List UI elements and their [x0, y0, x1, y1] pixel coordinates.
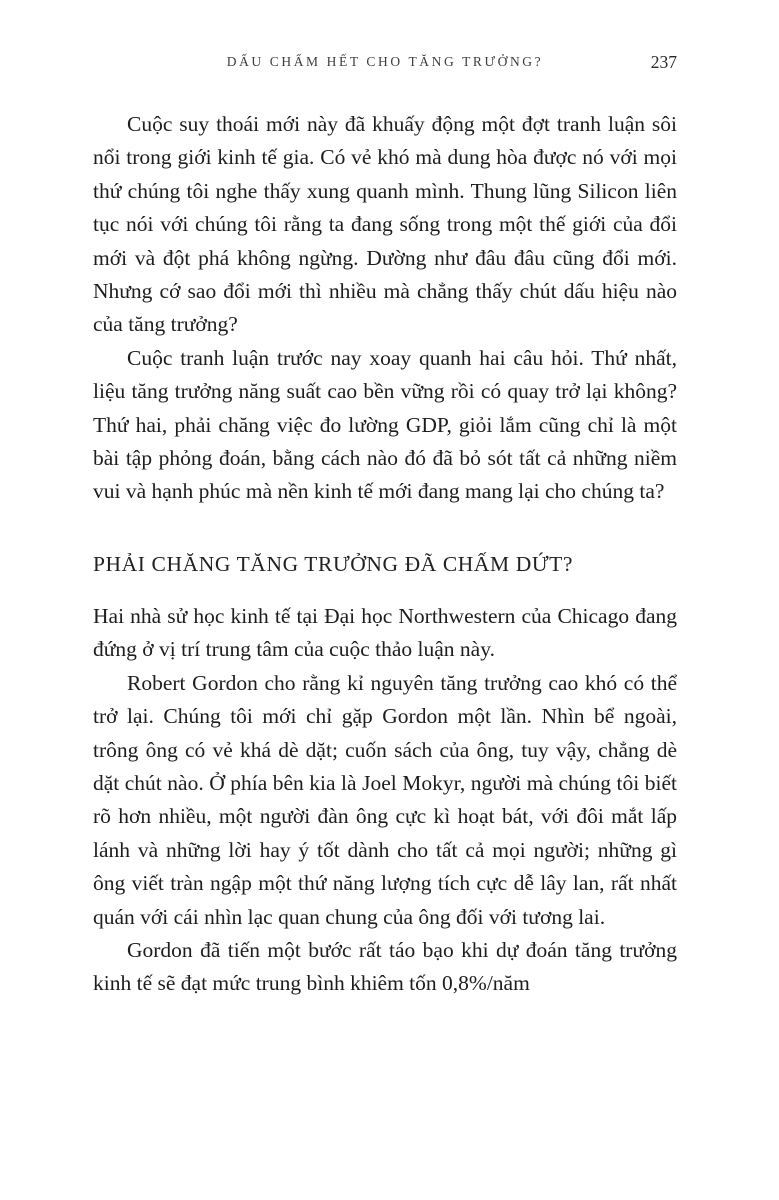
body-paragraph: Robert Gordon cho rằng kỉ nguyên tăng trưởng cao khó có thể trở lại. Chúng tôi mới chỉ gặp Gordon một lần. Nhìn bể ngoài, trông ông có vẻ khá dè dặt; cuốn sách của ông, tuy vậy, chẳng dè dặt chút nào. Ở phía bên kia là Joel Mokyr, người mà chúng tôi biết rõ hơn nhiều, một người đàn ông cực kì hoạt bát, với đôi mắt lấp lánh và những lời hay ý tốt dành cho tất cả mọi người; những gì ông viết tràn ngập một thứ năng lượng tích cực dễ lây lan, rất nhất quán với cái nhìn lạc quan chung của ông đối với tương lai. — [93, 670, 677, 929]
body-paragraph: Hai nhà sử học kinh tế tại Đại học Northwestern của Chicago đang đứng ở vị trí trung tâm của cuộc thảo luận này. — [93, 603, 677, 662]
running-header — [93, 52, 677, 76]
page-number: 237 — [650, 52, 677, 72]
running-title: DẤU CHẤM HẾT CHO TĂNG TRƯỞNG? — [226, 54, 544, 69]
body-paragraph: Gordon đã tiến một bước rất táo bạo khi dự đoán tăng trưởng kinh tế sẽ đạt mức trung bình khiêm tốn 0,8%/năm — [93, 937, 677, 996]
section-heading: PHẢI CHĂNG TĂNG TRƯỞNG ĐÃ CHẤM DỨT? — [93, 551, 573, 576]
body-paragraph: Cuộc suy thoái mới này đã khuấy động một đợt tranh luận sôi nổi trong giới kinh tế gia. Có vẻ khó mà dung hòa được nó với mọi thứ chúng tôi nghe thấy xung quanh mình. Thung lũng Silicon liên tục nói với chúng tôi rằng ta đang sống trong một thế giới của đổi mới và đột phá không ngừng. Dường như đâu đâu cũng đổi mới. Nhưng cớ sao đổi mới thì nhiều mà chẳng thấy chút dấu hiệu nào của tăng trưởng? — [93, 112, 677, 337]
body-paragraph: Cuộc tranh luận trước nay xoay quanh hai câu hỏi. Thứ nhất, liệu tăng trưởng năng suất cao bền vững rồi có quay trở lại không? Thứ hai, phải chăng việc đo lường GDP, giỏi lắm cũng chỉ là một bài tập phỏng đoán, bằng cách nào đó đã bỏ sót tất cả những niềm vui và hạnh phúc mà nền kinh tế mới đang mang lại cho chúng ta? — [93, 345, 677, 504]
body-text-block — [93, 108, 677, 1001]
